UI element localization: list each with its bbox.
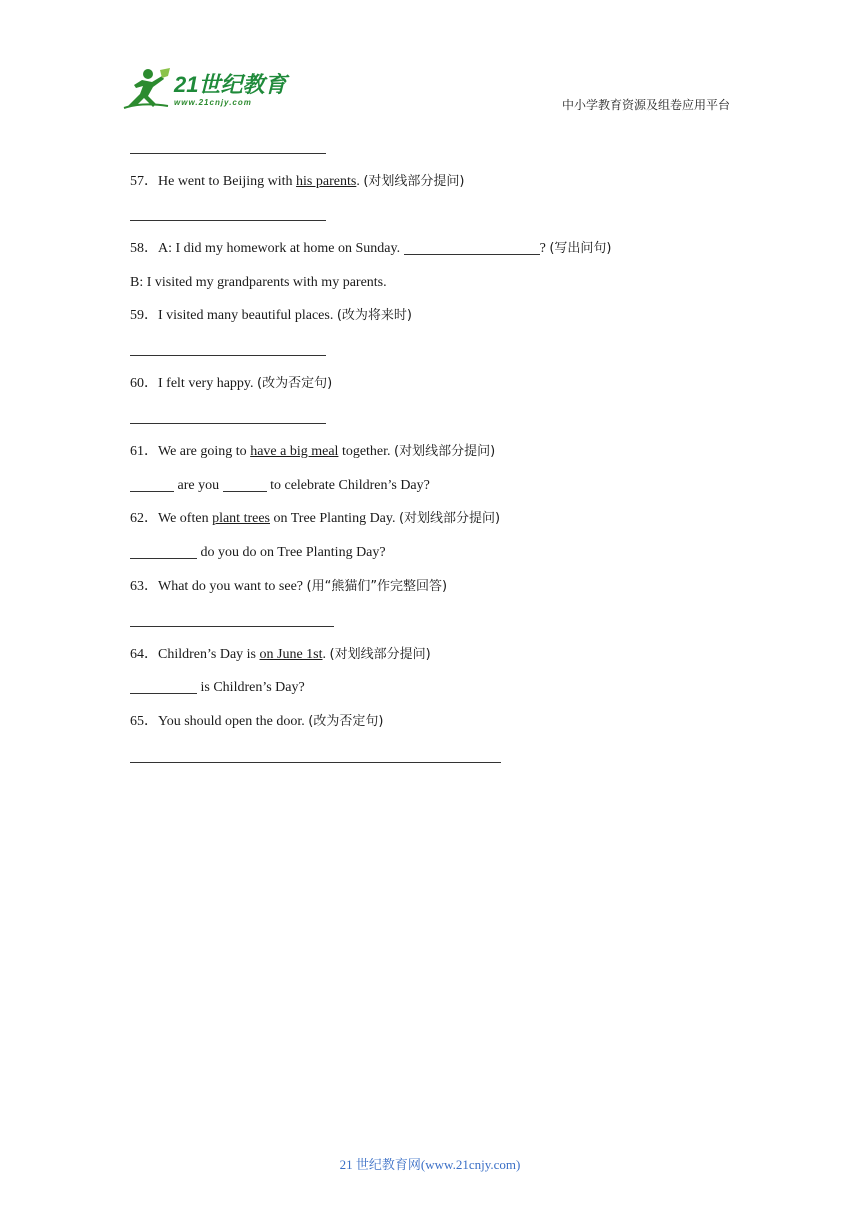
question-number: 64．: [130, 647, 158, 662]
instruction-note: (写出问句): [549, 241, 612, 256]
question-59: [130, 306, 412, 326]
underlined-text: on June 1st: [259, 647, 323, 662]
logo-url: www.21cnjy.com: [174, 98, 252, 107]
instruction-note: (用“熊猫们”作完整回答): [306, 579, 448, 594]
question-number: 65．: [130, 714, 158, 729]
answer-text: do you do on Tree Planting Day?: [200, 545, 386, 560]
question-text: .: [356, 174, 364, 189]
answer-61: [130, 476, 430, 496]
question-number: 57．: [130, 174, 158, 189]
answer-62: [130, 543, 386, 563]
instruction-note: (对划线部分提问): [363, 174, 465, 189]
question-text: He went to Beijing with: [158, 174, 297, 189]
answer-line[interactable]: [130, 355, 326, 356]
question-text: ?: [539, 241, 550, 256]
instruction-note: (改为否定句): [308, 714, 384, 729]
platform-name: 中小学教育资源及组卷应用平台: [561, 98, 730, 112]
answer-line[interactable]: [130, 220, 326, 221]
question-text: .: [322, 647, 330, 662]
answer-text: to celebrate Children’s Day?: [270, 478, 430, 493]
answer-line[interactable]: [130, 423, 326, 424]
instruction-note: (改为否定句): [257, 376, 333, 391]
question-65: [130, 712, 383, 732]
answer-blank[interactable]: [404, 240, 540, 255]
answer-blank[interactable]: [223, 477, 267, 492]
runner-logo-icon: [122, 66, 172, 112]
question-text: I visited many beautiful places.: [158, 308, 337, 323]
question-60: [130, 374, 332, 394]
answer-blank[interactable]: [130, 679, 197, 694]
answer-text: are you: [177, 478, 223, 493]
question-57: [130, 172, 464, 192]
underlined-text: plant trees: [212, 511, 270, 526]
question-number: 61．: [130, 444, 158, 459]
question-text: A: I did my homework at home on Sunday.: [158, 241, 404, 256]
answer-line[interactable]: [130, 153, 326, 154]
question-number: 62．: [130, 511, 158, 526]
question-text: I felt very happy.: [158, 376, 257, 391]
answer-line[interactable]: [130, 762, 501, 763]
dialogue-line-b: B: I visited my grandparents with my parents.: [130, 275, 387, 290]
question-text: together.: [338, 444, 395, 459]
question-text: We are going to: [158, 444, 251, 459]
question-number: 58．: [130, 241, 158, 256]
question-text: You should open the door.: [158, 714, 309, 729]
instruction-note: (对划线部分提问): [394, 444, 496, 459]
question-text: What do you want to see?: [158, 579, 307, 594]
logo: [122, 66, 292, 116]
question-text: We often: [158, 511, 213, 526]
logo-text: 21世纪教育: [174, 72, 287, 97]
answer-line[interactable]: [130, 626, 334, 627]
instruction-note: (对划线部分提问): [398, 511, 501, 526]
question-number: 63．: [130, 579, 158, 594]
question-text: Children’s Day is: [158, 647, 260, 662]
instruction-note: (对划线部分提问): [329, 647, 431, 662]
question-63: [130, 577, 447, 597]
answer-64: [130, 678, 305, 698]
underlined-text: have a big meal: [250, 444, 339, 459]
underlined-text: his parents: [296, 174, 357, 189]
instruction-note: (改为将来时): [336, 308, 412, 323]
answer-blank[interactable]: [130, 544, 197, 559]
answer-text: is Children’s Day?: [200, 680, 305, 695]
question-number: 60．: [130, 376, 158, 391]
question-62: [130, 509, 500, 529]
question-64: [130, 645, 431, 665]
page-footer[interactable]: 21 世纪教育网(www.21cnjy.com): [339, 1157, 521, 1172]
answer-blank[interactable]: [130, 477, 174, 492]
page-header: [0, 0, 860, 130]
question-number: 59．: [130, 308, 158, 323]
question-text: on Tree Planting Day.: [270, 511, 399, 526]
question-61: [130, 442, 495, 462]
question-58: [130, 239, 612, 259]
